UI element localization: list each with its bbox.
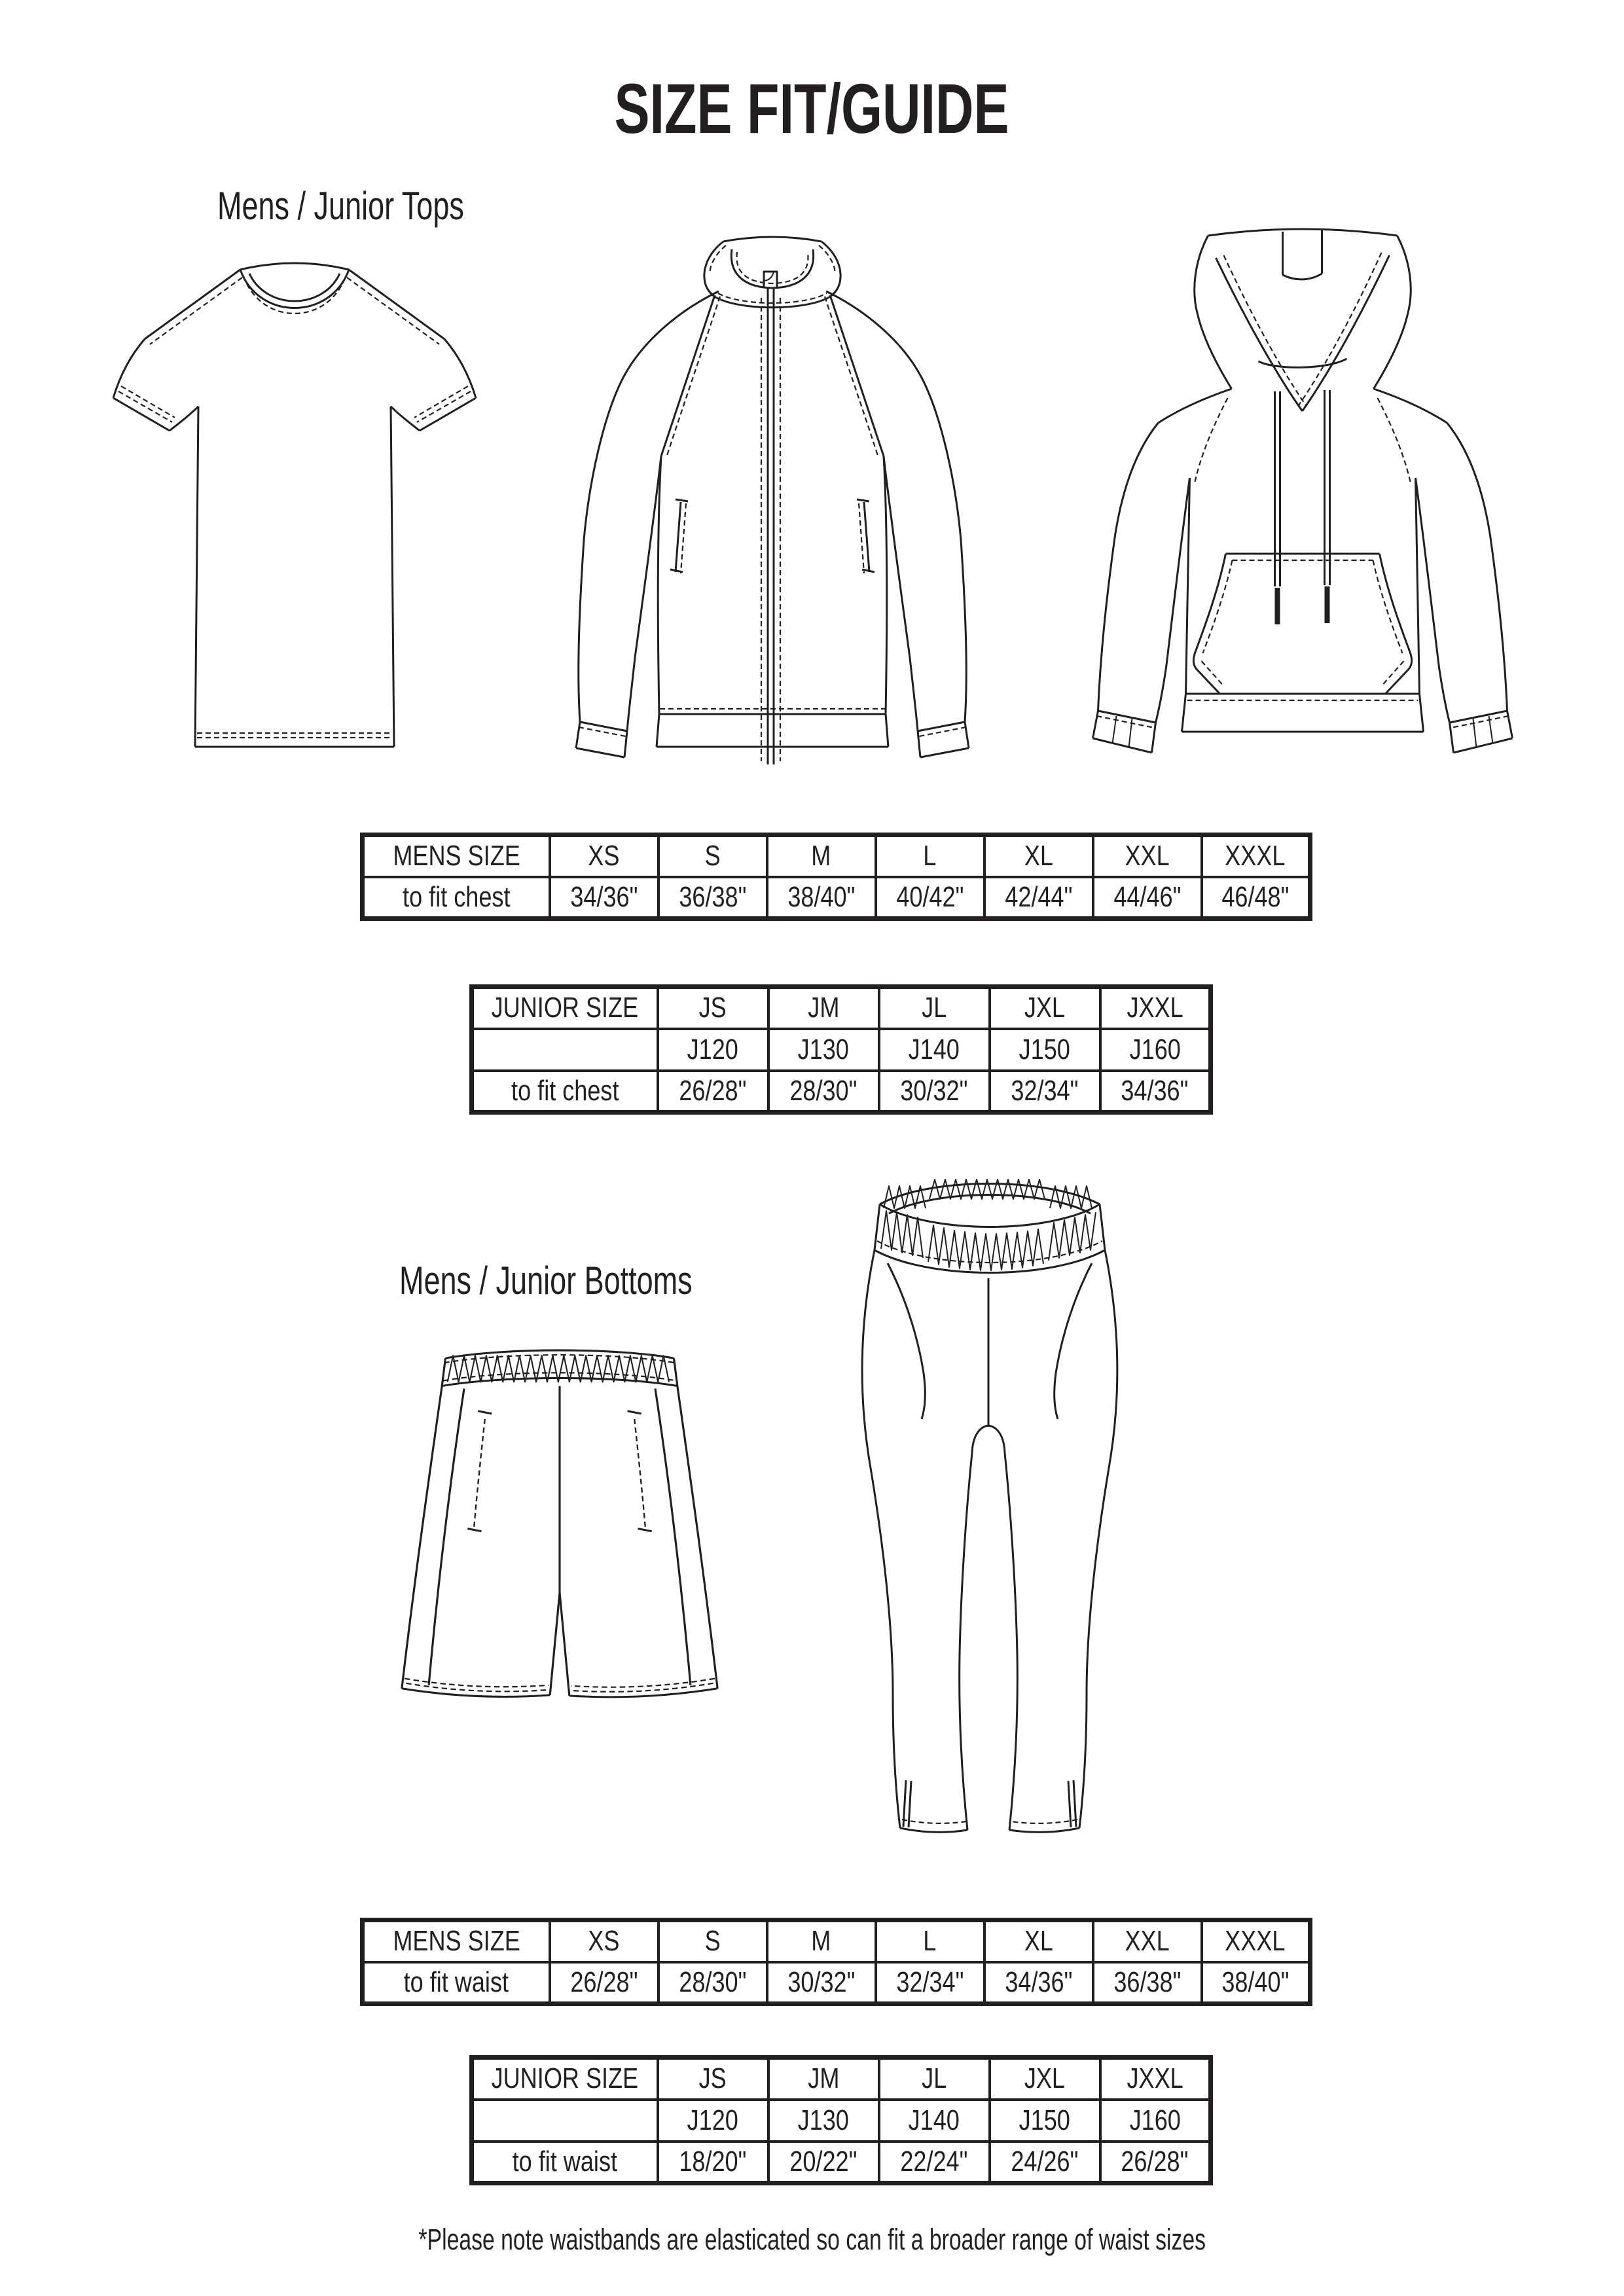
table-cell: 28/30" — [659, 1962, 767, 2004]
shorts-drawing-icon — [380, 1345, 740, 1705]
table-row — [472, 2100, 1211, 2142]
table-cell: J130 — [768, 1029, 879, 1071]
table-cell: J120 — [658, 1029, 768, 1071]
bottoms-junior-size-table — [469, 2055, 1213, 2185]
table-cell — [472, 2100, 658, 2142]
table-header-cell: JXL — [990, 2058, 1100, 2100]
table-cell: 26/28" — [658, 1071, 768, 1113]
table-cell: 28/30" — [768, 1071, 879, 1113]
table-header-cell: JXL — [990, 987, 1100, 1029]
tops-heading-text: Mens / Junior Tops — [217, 184, 464, 228]
table-cell: 40/42" — [876, 877, 984, 919]
pants-stitching — [877, 1241, 1102, 1823]
bottoms-mens-size-table — [360, 1918, 1312, 2006]
table-header-cell: XL — [984, 835, 1093, 877]
table-cell: 32/34" — [876, 1962, 984, 2004]
table-header-cell: MENS SIZE — [363, 1920, 550, 1962]
table-header-cell: JS — [658, 2058, 768, 2100]
waistband-footnote-text: *Please note waistbands are elasticated so can fit a broader range of waist sizes — [418, 2223, 1206, 2256]
table-cell: 34/36" — [550, 877, 659, 919]
table-header-cell: JM — [768, 2058, 879, 2100]
table-cell: J160 — [1100, 2100, 1211, 2142]
table-cell: 26/28" — [550, 1962, 659, 2004]
table-header-cell: XS — [550, 835, 659, 877]
table-cell: J140 — [879, 2100, 990, 2142]
table-header-cell: XXXL — [1202, 835, 1310, 877]
table-header-cell: XXL — [1093, 835, 1202, 877]
track-pants-drawing-icon — [838, 1170, 1139, 1844]
table-cell: 46/48" — [1202, 877, 1310, 919]
table-cell: J150 — [990, 1029, 1100, 1071]
table-cell: 36/38" — [1093, 1962, 1202, 2004]
table-cell: to fit waist — [363, 1962, 550, 2004]
tshirt-drawing-icon — [101, 229, 488, 769]
table-header-cell: M — [767, 1920, 876, 1962]
table-header-cell: JM — [768, 987, 879, 1029]
hoodie-stitching — [1097, 253, 1509, 728]
tshirt-outline — [113, 263, 476, 747]
jacket-stitching — [579, 245, 966, 761]
table-header-cell: JL — [879, 2058, 990, 2100]
table-header-cell: JUNIOR SIZE — [472, 2058, 658, 2100]
hoodie-drawing-icon — [1057, 195, 1548, 787]
table-cell: to fit waist — [472, 2142, 658, 2183]
shorts-outline — [402, 1350, 717, 1697]
table-cell: 34/36" — [984, 1962, 1093, 2004]
table-cell: J150 — [990, 2100, 1100, 2142]
table-cell: to fit chest — [363, 877, 550, 919]
track-jacket-drawing-icon — [543, 200, 1001, 785]
table-header-cell: M — [767, 835, 876, 877]
table-cell: J120 — [658, 2100, 768, 2142]
tops-section-heading — [217, 185, 546, 228]
page-title — [0, 69, 1624, 148]
table-cell: 42/44" — [984, 877, 1093, 919]
table-cell: 36/38" — [659, 877, 767, 919]
table-cell — [472, 1029, 658, 1071]
pants-outline — [862, 1179, 1117, 1832]
table-cell: J140 — [879, 1029, 990, 1071]
table-header-cell: XL — [984, 1920, 1093, 1962]
table-row — [472, 1071, 1211, 1113]
table-cell: 26/28" — [1100, 2142, 1211, 2183]
table-header-cell: S — [659, 1920, 767, 1962]
hoodie-outline — [1093, 229, 1513, 753]
table-row — [363, 835, 1310, 877]
table-cell: J160 — [1100, 1029, 1211, 1071]
table-header-cell: XXL — [1093, 1920, 1202, 1962]
table-cell: 30/32" — [767, 1962, 876, 2004]
table-header-cell: JL — [879, 987, 990, 1029]
tops-junior-size-table — [469, 984, 1213, 1115]
table-header-cell: XS — [550, 1920, 659, 1962]
table-cell: 20/22" — [768, 2142, 879, 2183]
table-cell: 24/26" — [990, 2142, 1100, 2183]
tshirt-stitching — [118, 276, 471, 738]
table-row — [472, 2142, 1211, 2183]
table-cell: J130 — [768, 2100, 879, 2142]
table-cell: 32/34" — [990, 1071, 1100, 1113]
table-cell: 18/20" — [658, 2142, 768, 2183]
table-row — [472, 1029, 1211, 1071]
table-cell: 38/40" — [1202, 1962, 1310, 2004]
table-header-cell: XXXL — [1202, 1920, 1310, 1962]
jacket-outline — [576, 237, 969, 764]
table-header-cell: JXXL — [1100, 987, 1211, 1029]
table-row — [363, 1920, 1310, 1962]
table-cell: 34/36" — [1100, 1071, 1211, 1113]
table-header-cell: JXXL — [1100, 2058, 1211, 2100]
table-cell: 38/40" — [767, 877, 876, 919]
page-title-text: SIZE FIT/GUIDE — [614, 69, 1010, 148]
table-header-cell: JUNIOR SIZE — [472, 987, 658, 1029]
table-row — [472, 2058, 1211, 2100]
table-header-cell: L — [876, 1920, 984, 1962]
bottoms-heading-text: Mens / Junior Bottoms — [399, 1259, 693, 1302]
waistband-footnote — [0, 2223, 1624, 2257]
table-header-cell: JS — [658, 987, 768, 1029]
table-header-cell: S — [659, 835, 767, 877]
table-row — [472, 987, 1211, 1029]
table-cell: 30/32" — [879, 1071, 990, 1113]
bottoms-section-heading — [399, 1259, 790, 1302]
table-cell: 44/46" — [1093, 877, 1202, 919]
table-cell: 22/24" — [879, 2142, 990, 2183]
table-cell: to fit chest — [472, 1071, 658, 1113]
table-header-cell: L — [876, 835, 984, 877]
table-row — [363, 877, 1310, 919]
table-header-cell: MENS SIZE — [363, 835, 550, 877]
table-row — [363, 1962, 1310, 2004]
tops-mens-size-table — [360, 833, 1312, 921]
